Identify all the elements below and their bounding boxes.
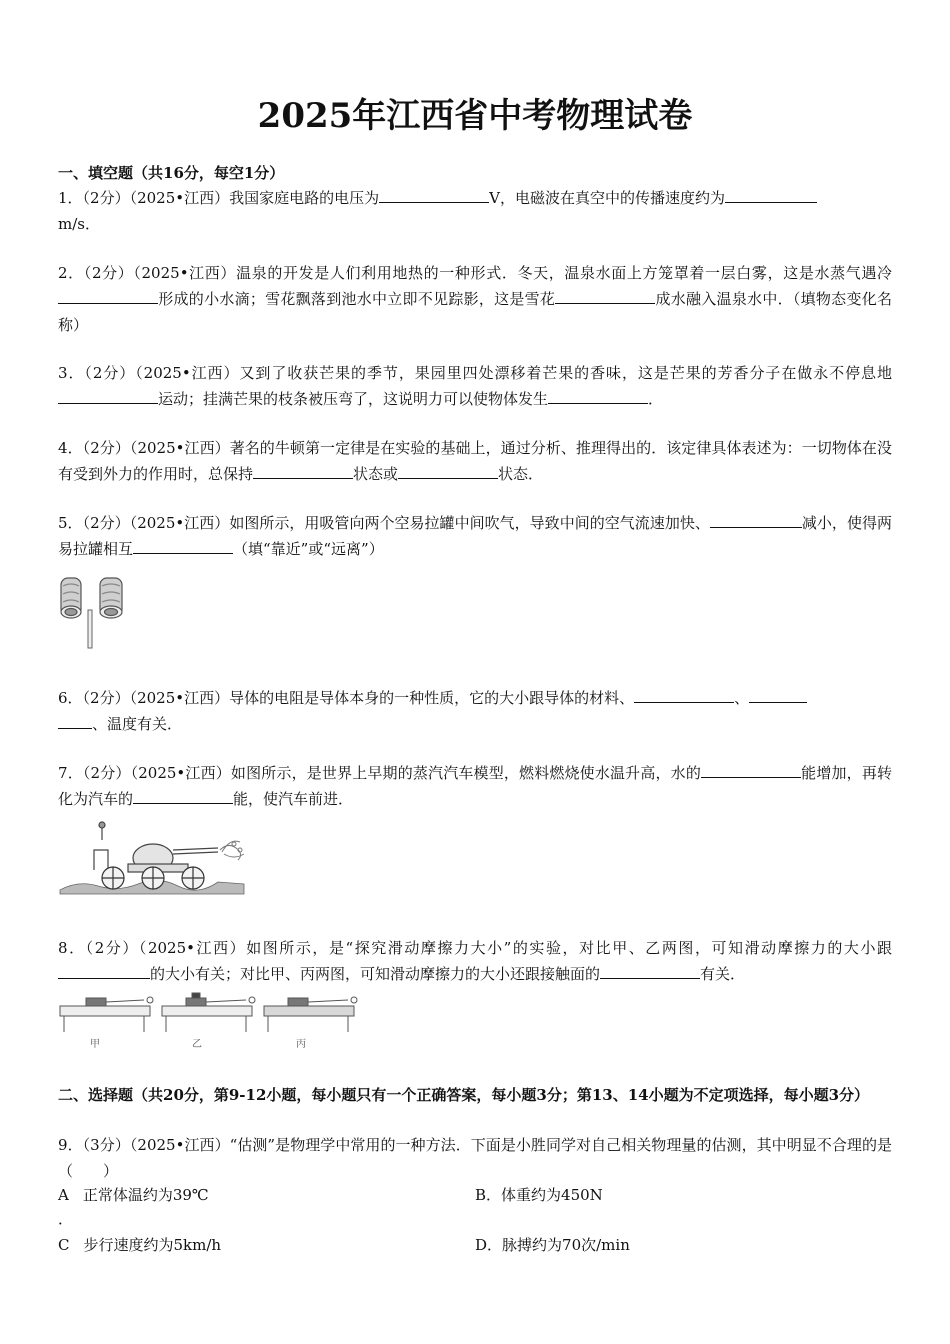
q4-blank-2[interactable]: [398, 462, 498, 479]
q6-text-2: 、: [734, 689, 750, 707]
q9-option-c-text: 步行速度约为5km/h: [83, 1236, 222, 1254]
q4-number: 4．: [58, 439, 83, 457]
q9-option-d[interactable]: [475, 1232, 630, 1258]
q3-number: 3．: [58, 364, 85, 382]
q8-prefix: （2分）（2025•江西）: [85, 939, 247, 957]
q3-text-1: 又到了收获芒果的季节，果园里四处漂移着芒果的香味，这是芒果的芳香分子在做永不停息地: [239, 364, 892, 382]
question-5: [58, 510, 892, 562]
q2-number: 2．: [58, 264, 84, 282]
q2-text-3: 成水融入温泉水中．（填物态变化名称）: [58, 290, 892, 334]
q8-text-1: 如图所示，是“探究滑动摩擦力大小”的实验，对比甲、乙两图，可知滑动摩擦力的大小跟: [246, 939, 893, 957]
q9-option-d-letter: D．: [475, 1236, 503, 1254]
q5-prefix: （2分）（2025•江西）: [82, 514, 230, 532]
q1-number: 1．: [58, 189, 83, 207]
q2-blank-2[interactable]: [555, 287, 655, 304]
q9-option-b[interactable]: [475, 1182, 603, 1208]
setup-jia: [60, 997, 153, 1032]
label-jia: 甲: [90, 1039, 100, 1050]
car-wheels: [102, 867, 204, 889]
q1-prefix: （2分）（2025•江西）: [82, 189, 230, 207]
q9-number: 9．: [58, 1136, 83, 1154]
question-6: [58, 685, 892, 737]
setup-yi: [162, 993, 255, 1032]
q9-option-a-text: 正常体温约为39℃: [82, 1186, 209, 1204]
q1-blank-2[interactable]: [725, 186, 817, 203]
q5-text-2: 减小，使得两易拉罐相互: [58, 514, 892, 558]
q8-number: 8．: [58, 939, 86, 957]
q8-blank-1[interactable]: [58, 962, 150, 979]
cans-straw-figure: [58, 572, 138, 652]
q9-option-c[interactable]: [58, 1232, 221, 1258]
q9-option-b-text: 体重约为450N: [501, 1186, 603, 1204]
page-title: 2025年江西省中考物理试卷: [257, 96, 693, 136]
q7-blank-1[interactable]: [701, 761, 801, 778]
steam-car-figure: [58, 820, 248, 898]
q7-number: 7．: [58, 764, 83, 782]
q5-number: 5．: [58, 514, 83, 532]
question-3: [58, 360, 892, 412]
q7-blank-2[interactable]: [133, 787, 233, 804]
q4-text-2: 状态或: [353, 465, 399, 483]
q5-text-1: 如图所示，用吸管向两个空易拉罐中间吹气，导致中间的空气流速加快、: [229, 514, 710, 532]
q9-option-b-letter: B．: [475, 1186, 502, 1204]
question-9: [58, 1132, 892, 1184]
question-1: [58, 185, 892, 237]
q9-option-a[interactable]: [58, 1182, 209, 1208]
label-yi: 乙: [192, 1039, 202, 1050]
q8-blank-2[interactable]: [600, 962, 700, 979]
q7-text-2: 能增加，再转化为汽车的: [58, 764, 892, 808]
q9-text: “估测”是物理学中常用的一种方法．下面是小胜同学对自己相关物理量的估测，其中明显不合理的是（ ）: [58, 1136, 892, 1180]
q7-text-3: 能，使汽车前进．: [233, 790, 354, 808]
q5-blank-2[interactable]: [133, 537, 233, 554]
q2-prefix: （2分）（2025•江西）: [83, 264, 237, 282]
q6-prefix: （2分）（2025•江西）: [82, 689, 230, 707]
q5-text-3: （填“靠近”或“远离”）: [233, 540, 384, 558]
q1-text-3: m/s．: [58, 215, 100, 233]
section-2-heading: 二、选择题（共20分，第9-12小题，每小题只有一个正确答案，每小题3分；第13、14小题为不定项选择，每小题3分）: [58, 1086, 870, 1104]
question-2: [58, 260, 892, 338]
q9-option-a-letter: A: [58, 1186, 69, 1204]
q6-number: 6．: [58, 689, 83, 707]
q1-text-1: 我国家庭电路的电压为: [229, 189, 380, 207]
setup-bing: [264, 997, 357, 1032]
q2-blank-1[interactable]: [58, 287, 158, 304]
q7-text-1: 如图所示，是世界上早期的蒸汽汽车模型，燃料燃烧使水温升高，水的: [230, 764, 701, 782]
can-right: [100, 578, 122, 618]
q3-blank-1[interactable]: [58, 387, 158, 404]
q6-blank-2b[interactable]: [58, 712, 92, 729]
q9-option-a-dot: ．: [58, 1210, 74, 1228]
steam-jet: [220, 841, 244, 860]
question-8: [58, 935, 892, 987]
label-bing: 丙: [296, 1039, 306, 1050]
q3-blank-2[interactable]: [548, 387, 648, 404]
q4-blank-1[interactable]: [253, 462, 353, 479]
q2-text-2: 形成的小水滴；雪花飘落到池水中立即不见踪影，这是雪花: [158, 290, 556, 308]
q2-text-1: 温泉的开发是人们利用地热的一种形式．冬天，温泉水面上方笼罩着一层白雾，这是水蒸气遇冷: [236, 264, 892, 282]
q3-text-2: 运动；挂满芒果的枝条被压弯了，这说明力可以使物体发生: [158, 390, 549, 408]
can-left: [61, 578, 81, 618]
q9-option-d-text: 脉搏约为70次/min: [502, 1236, 630, 1254]
section-1-heading: 一、填空题（共16分，每空1分）: [58, 164, 285, 182]
q8-text-2: 的大小有关；对比甲、丙两图，可知滑动摩擦力的大小还跟接触面的: [150, 965, 601, 983]
straw: [88, 610, 92, 648]
friction-experiment-figure: [58, 992, 368, 1054]
q6-blank-2a[interactable]: [749, 686, 807, 703]
question-4: [58, 435, 892, 487]
q9-prefix: （3分）（2025•江西）: [82, 1136, 230, 1154]
q3-text-3: ．: [648, 390, 664, 408]
question-7: [58, 760, 892, 812]
q5-blank-1[interactable]: [710, 511, 802, 528]
q1-text-2: V，电磁波在真空中的传播速度约为: [489, 189, 725, 207]
q3-prefix: （2分）（2025•江西）: [84, 364, 240, 382]
q6-text-3: 、温度有关．: [92, 715, 183, 733]
q6-blank-1[interactable]: [634, 686, 734, 703]
q6-text-1: 导体的电阻是导体本身的一种性质，它的大小跟导体的材料、: [229, 689, 635, 707]
q8-text-3: 有关．: [700, 965, 746, 983]
q4-text-3: 状态．: [498, 465, 544, 483]
q7-prefix: （2分）（2025•江西）: [82, 764, 231, 782]
q4-prefix: （2分）（2025•江西）: [82, 439, 230, 457]
car-body: [94, 822, 218, 872]
q9-option-c-letter: C: [58, 1236, 70, 1254]
q4-text-1: 著名的牛顿第一定律是在实验的基础上，通过分析、推理得出的．该定律具体表述为：一切物体在没有受到外力的作用时，总保持: [58, 439, 892, 483]
q1-blank-1[interactable]: [379, 186, 489, 203]
